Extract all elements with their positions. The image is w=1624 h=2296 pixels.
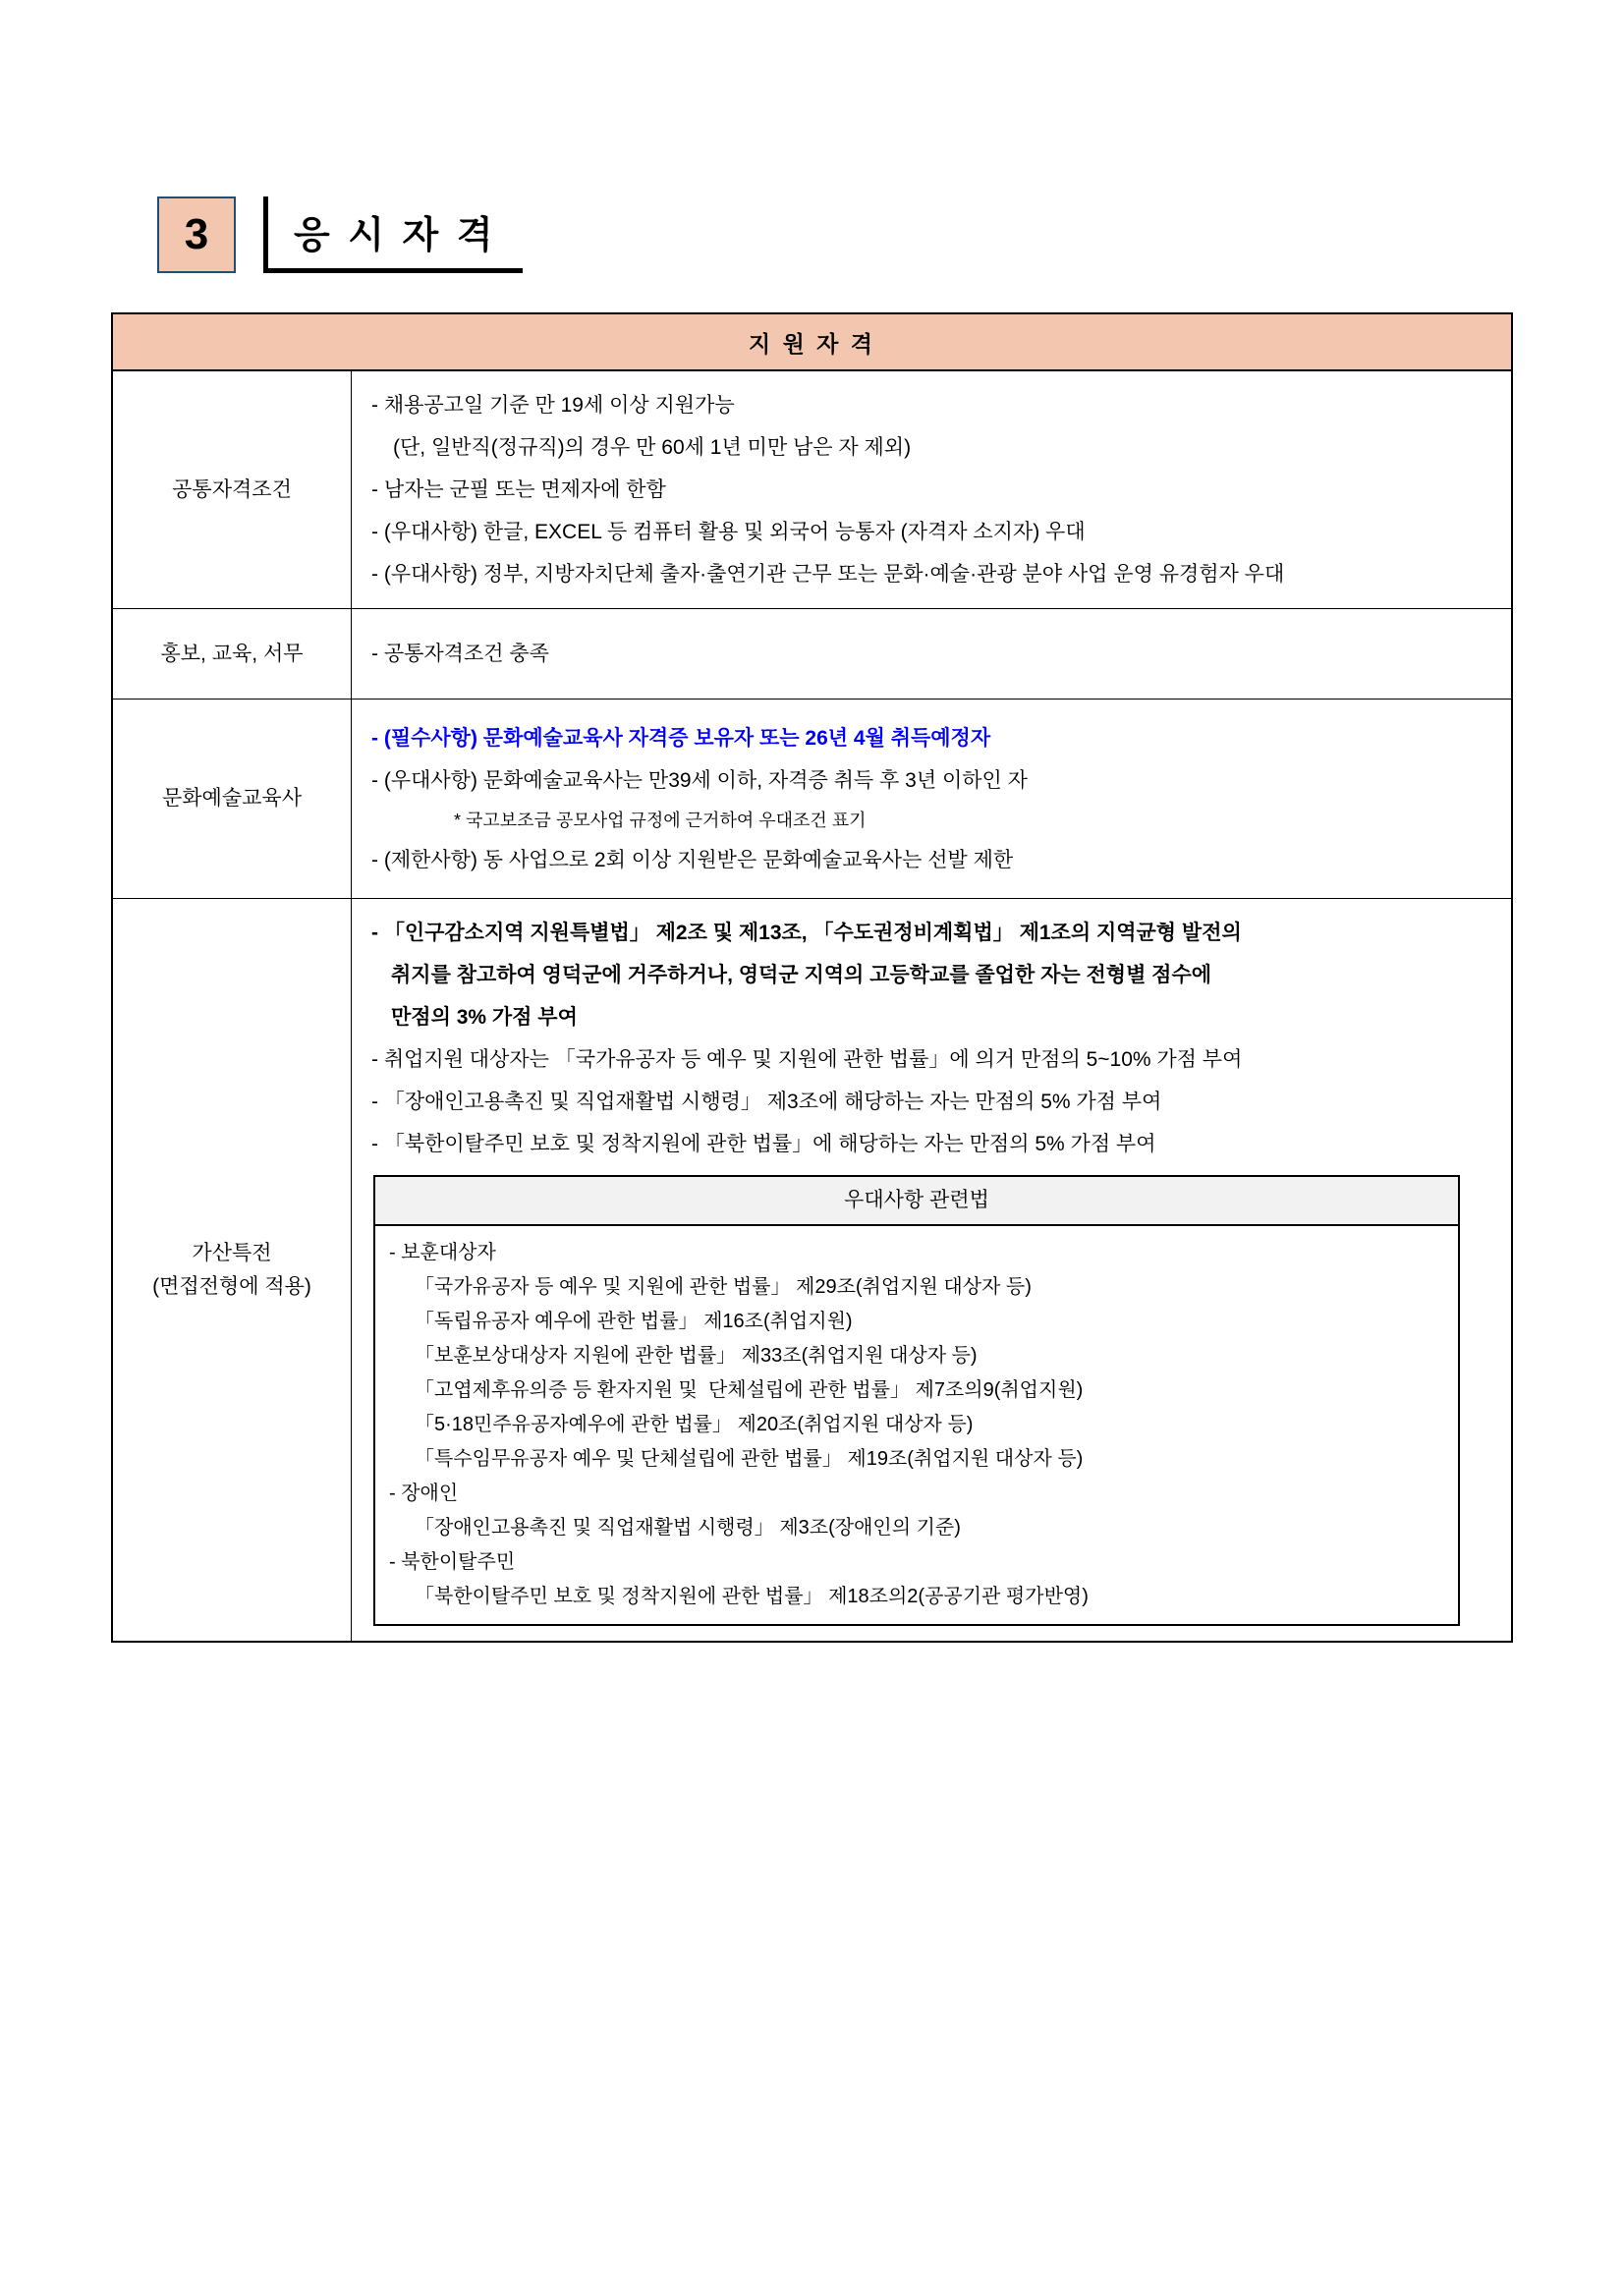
law-line: 「북한이탈주민 보호 및 정착지원에 관한 법률」 제18조의2(공공기관 평가반영) xyxy=(415,1586,1089,1607)
law-line: 「고엽제후유의증 등 환자지원 및 단체설립에 관한 법률」 제7조의9(취업지원) xyxy=(415,1379,1084,1401)
content-line: - 공통자격조건 충족 xyxy=(371,643,549,665)
table-title: 지 원 자 격 xyxy=(113,314,1511,371)
content-line: 취지를 참고하여 영덕군에 거주하거나, 영덕군 지역의 고등학교를 졸업한 자는 전형별 점수에 xyxy=(391,964,1212,986)
related-laws-title: 우대사항 관련법 xyxy=(375,1177,1458,1226)
row-label-text: 문화예술교육사 xyxy=(161,787,302,810)
row-content xyxy=(352,899,1511,1641)
row-label xyxy=(113,700,352,898)
section-header xyxy=(157,196,523,273)
row-label-subtext: (면접전형에 적용) xyxy=(152,1274,311,1298)
law-line: 「5·18민주유공자예우에 관한 법률」 제20조(취업지원 대상자 등) xyxy=(415,1414,974,1435)
table-row-common-qualifications xyxy=(113,371,1511,609)
row-label xyxy=(113,371,352,608)
row-label-text: 가산특전 xyxy=(192,1241,272,1264)
row-label-text: 공통자격조건 xyxy=(172,477,292,501)
content-line: - 채용공고일 기준 만 19세 이상 지원가능 xyxy=(371,394,735,417)
table-row-bonus-points xyxy=(113,899,1511,1641)
row-content xyxy=(352,700,1511,898)
row-label xyxy=(113,609,352,699)
content-line: 만점의 3% 가점 부여 xyxy=(391,1006,578,1029)
related-laws-box xyxy=(373,1175,1460,1626)
section-title xyxy=(263,196,523,273)
section-number-badge xyxy=(157,196,236,273)
law-group: - 보훈대상자 xyxy=(389,1242,496,1263)
section-title-text: 응 시 자 격 xyxy=(294,215,497,256)
table-row-culture-arts-educator xyxy=(113,700,1511,899)
content-line: - (우대사항) 문화예술교육사는 만39세 이하, 자격증 취득 후 3년 이하인 자 xyxy=(371,768,1028,792)
law-group: - 북한이탈주민 xyxy=(389,1551,516,1573)
qualification-table xyxy=(111,312,1513,1643)
row-content xyxy=(352,609,1511,699)
row-label xyxy=(113,899,352,1641)
content-line: - 「인구감소지역 지원특별법」 제2조 및 제13조, 「수도권정비계획법」 제1조의 지역균형 발전의 xyxy=(371,922,1242,944)
law-line: 「보훈보상대상자 지원에 관한 법률」 제33조(취업지원 대상자 등) xyxy=(415,1345,978,1367)
content-line: (단, 일반직(정규직)의 경우 만 60세 1년 미만 남은 자 제외) xyxy=(393,436,912,459)
row-label-text: 홍보, 교육, 서무 xyxy=(160,642,304,665)
content-line: - 남자는 군필 또는 면제자에 한함 xyxy=(371,478,666,501)
content-line: - 「장애인고용촉진 및 직업재활법 시행령」 제3조에 해당하는 자는 만점의 5% 가점 부여 xyxy=(371,1091,1162,1113)
related-laws-body xyxy=(375,1226,1458,1624)
law-line: 「장애인고용촉진 및 직업재활법 시행령」 제3조(장애인의 기준) xyxy=(415,1517,961,1539)
law-group: - 장애인 xyxy=(389,1483,459,1504)
law-line: 「특수임무유공자 예우 및 단체설립에 관한 법률」 제19조(취업지원 대상자 등) xyxy=(415,1448,1084,1470)
content-line: - (우대사항) 한글, EXCEL 등 컴퓨터 활용 및 외국어 능통자 (자격자 소지자) 우대 xyxy=(371,521,1086,543)
section-number: 3 xyxy=(184,210,209,258)
law-line: 「독립유공자 예우에 관한 법률」 제16조(취업지원) xyxy=(415,1311,853,1332)
law-line: 「국가유공자 등 예우 및 지원에 관한 법률」 제29조(취업지원 대상자 등) xyxy=(415,1276,1032,1298)
content-footnote: * 국고보조금 공모사업 규정에 근거하여 우대조건 표기 xyxy=(454,810,867,830)
content-line: - 취업지원 대상자는 「국가유공자 등 예우 및 지원에 관한 법률」에 의거 만점의 5~10% 가점 부여 xyxy=(371,1048,1243,1071)
content-line: - (제한사항) 동 사업으로 2회 이상 지원받은 문화예술교육사는 선발 제한 xyxy=(371,848,1014,871)
row-content xyxy=(352,371,1511,608)
content-line: - 「북한이탈주민 보호 및 정착지원에 관한 법률」에 해당하는 자는 만점의 5% 가점 부여 xyxy=(371,1133,1156,1155)
content-line: - (우대사항) 정부, 지방자치단체 출자·출연기관 근무 또는 문화·예술·관광 분야 사업 운영 유경험자 우대 xyxy=(371,563,1285,586)
table-row-pr-education-admin xyxy=(113,609,1511,700)
content-line-required: - (필수사항) 문화예술교육사 자격증 보유자 또는 26년 4월 취득예정자 xyxy=(371,726,991,750)
